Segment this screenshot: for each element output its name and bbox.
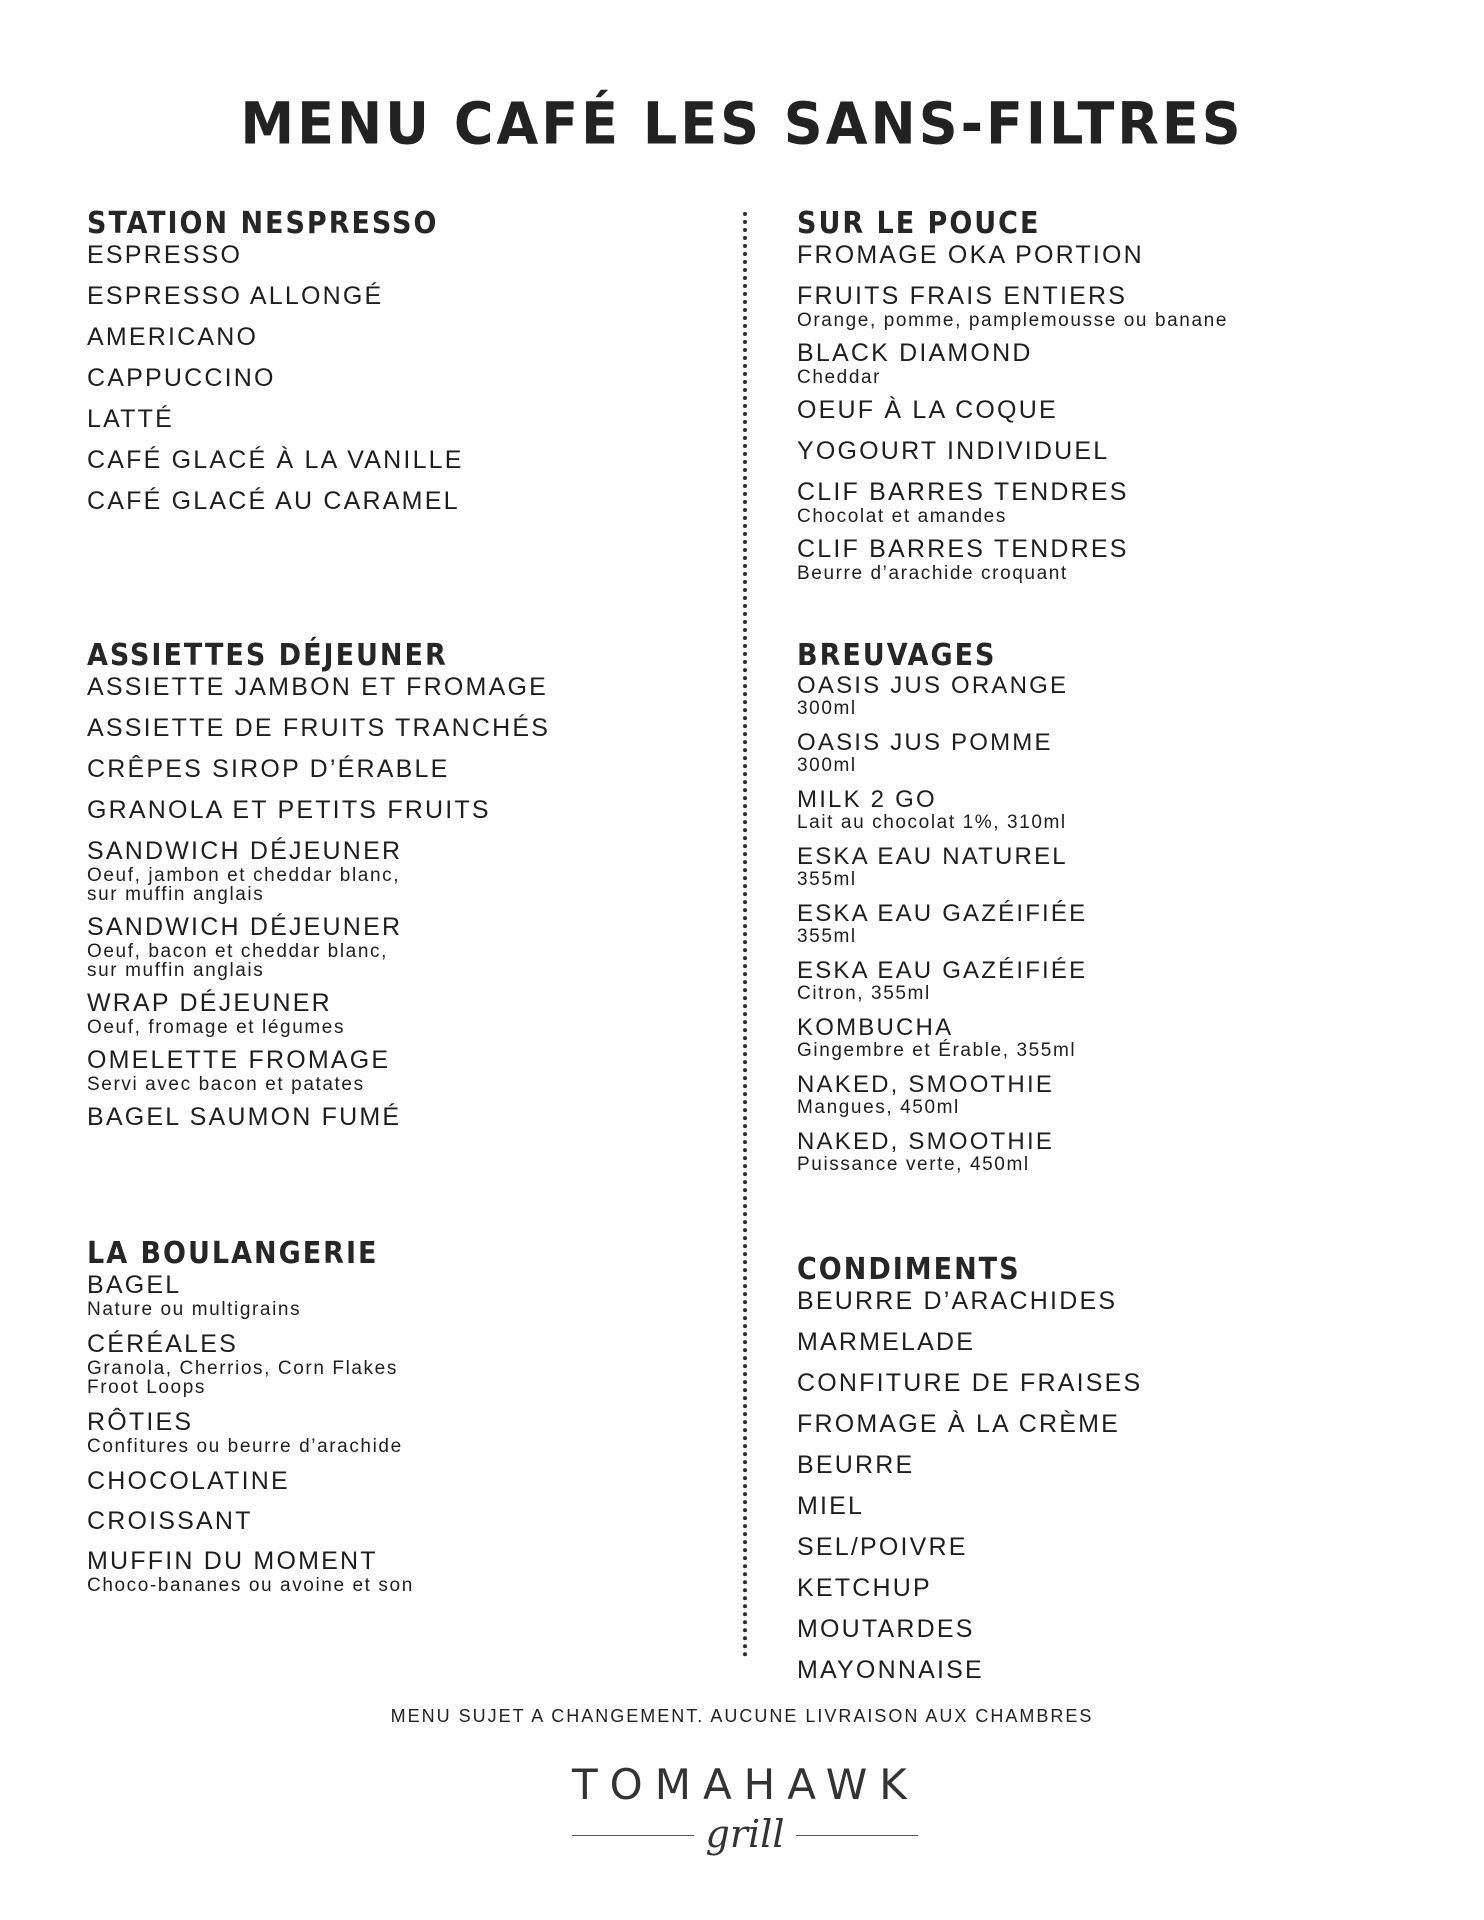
menu-item-name: CAPPUCCINO [87,364,276,392]
menu-item [87,1507,727,1536]
menu-item [797,730,1437,775]
menu-item-name: CLIF BARRES TENDRES [797,478,1129,506]
menu-item-description: Orange, pomme, pamplemousse ou banane [797,310,1228,331]
menu-item-name: FRUITS FRAIS ENTIERS [797,282,1128,310]
menu-item [87,1467,727,1496]
menu-item-description: Oeuf, fromage et légumes [87,1017,346,1038]
menu-item-name: SEL/POIVRE [797,1533,968,1561]
menu-item-description: 355ml [797,869,857,890]
menu-item [797,396,1437,425]
menu-item-name: ESKA EAU NATUREL [797,843,1068,870]
menu-item [797,1451,1437,1480]
menu-item-name: OEUF À LA COQUE [797,396,1058,424]
menu-item [797,339,1437,387]
logo-wordmark: TOMAHAWK [572,1760,919,1809]
menu-item [87,796,727,825]
menu-item-description: Citron, 355ml [797,983,931,1004]
menu-item [797,1072,1437,1117]
menu-item-name: MIEL [797,1492,865,1520]
menu-item [797,787,1437,832]
menu-item [797,901,1437,946]
menu-item-name: CRÊPES SIROP D’ÉRABLE [87,755,450,783]
menu-item [87,755,727,784]
menu-item-name: CÉRÉALES [87,1330,238,1358]
section-title: ASSIETTES DÉJEUNER [87,638,448,673]
menu-item-description: 355ml [797,926,857,947]
menu-item-name: BEURRE D’ARACHIDES [797,1287,1118,1315]
menu-item-name: CHOCOLATINE [87,1467,290,1495]
menu-item-description: Choco-bananes ou avoine et son [87,1575,414,1596]
menu-item [87,364,727,393]
menu-item-description: Gingembre et Érable, 355ml [797,1040,1077,1061]
menu-item-name: ASSIETTE DE FRUITS TRANCHÉS [87,714,551,742]
menu-item-name: KOMBUCHA [797,1014,954,1041]
menu-item-name: ESKA EAU GAZÉIFIÉE [797,900,1088,927]
dotted-divider [743,212,747,1658]
menu-item-name: WRAP DÉJEUNER [87,989,332,1017]
menu-item-description: Mangues, 450ml [797,1097,960,1118]
menu-item-name: CLIF BARRES TENDRES [797,535,1129,563]
menu-item-description: Oeuf, jambon et cheddar blanc, sur muffin anglais [87,865,401,905]
menu-item-name: BEURRE [797,1451,915,1479]
menu-item-name: ESKA EAU GAZÉIFIÉE [797,957,1088,984]
menu-item-name: NAKED, SMOOTHIE [797,1128,1055,1155]
menu-item-name: LATTÉ [87,405,174,433]
menu-item-description: Confitures ou beurre d’arachide [87,1436,403,1457]
menu-item-name: CROISSANT [87,1507,253,1535]
menu-item [87,1330,727,1397]
menu-item [797,282,1437,330]
menu-item [87,913,727,980]
menu-item-description: Servi avec bacon et patates [87,1074,365,1095]
menu-item-name: SANDWICH DÉJEUNER [87,913,403,941]
section-sur-le-pouce [797,207,1437,592]
menu-item-name: ESPRESSO [87,241,243,269]
menu-item [87,1271,727,1319]
menu-item [797,958,1437,1003]
menu-title: MENU CAFÉ LES SANS-FILTRES [240,89,1244,158]
menu-item [797,478,1437,526]
menu-item [797,1656,1437,1685]
logo-subtitle: grill [705,1812,785,1856]
menu-item-description: Granola, Cherrios, Corn Flakes Froot Loops [87,1358,398,1398]
menu-item-name: BAGEL SAUMON FUMÉ [87,1103,402,1131]
menu-item-name: KETCHUP [797,1574,932,1602]
menu-item [797,1492,1437,1521]
menu-item-name: FROMAGE À LA CRÈME [797,1410,1120,1438]
section-title: LA BOULANGERIE [87,1236,379,1271]
menu-item [87,241,727,270]
menu-item [87,446,727,475]
menu-item-description: Puissance verte, 450ml [797,1154,1030,1175]
menu-item-name: BAGEL [87,1271,182,1299]
logo-rule-right [796,1835,918,1836]
menu-item [87,1103,727,1132]
menu-item-name: YOGOURT INDIVIDUEL [797,437,1110,465]
menu-item-description: 300ml [797,755,857,776]
menu-item-name: MOUTARDES [797,1615,975,1643]
menu-item [797,1574,1437,1603]
menu-item [797,1287,1437,1316]
menu-item [87,1408,727,1456]
menu-item-name: OASIS JUS ORANGE [797,672,1069,699]
menu-item [797,1129,1437,1174]
menu-item [797,1369,1437,1398]
menu-item-name: MILK 2 GO [797,786,937,813]
menu-item [87,837,727,904]
menu-item-name: MARMELADE [797,1328,976,1356]
menu-item-name: CAFÉ GLACÉ AU CARAMEL [87,487,460,515]
menu-item-name: OASIS JUS POMME [797,729,1053,756]
section-condiments [797,1253,1437,1697]
section-nespresso [87,207,727,528]
menu-item-description: Lait au chocolat 1%, 310ml [797,812,1067,833]
menu-item-name: FROMAGE OKA PORTION [797,241,1144,269]
menu-item [87,282,727,311]
menu-item [87,714,727,743]
menu-item-name: CAFÉ GLACÉ À LA VANILLE [87,446,464,474]
menu-item [87,405,727,434]
menu-item-description: Chocolat et amandes [797,506,1007,527]
menu-item [797,1615,1437,1644]
menu-item [797,1410,1437,1439]
menu-item-name: BLACK DIAMOND [797,339,1033,367]
section-title: STATION NESPRESSO [87,206,439,241]
menu-item-name: ESPRESSO ALLONGÉ [87,282,384,310]
menu-item-name: AMERICANO [87,323,259,351]
menu-item-name: RÔTIES [87,1408,194,1436]
menu-item-description: Beurre d’arachide croquant [797,563,1068,584]
menu-item [797,1533,1437,1562]
section-title: SUR LE POUCE [797,206,1041,241]
menu-item-name: MAYONNAISE [797,1656,984,1684]
menu-item-description: Cheddar [797,367,882,388]
menu-item-name: OMELETTE FROMAGE [87,1046,391,1074]
footer-note: MENU SUJET A CHANGEMENT. AUCUNE LIVRAISON AUX CHAMBRES [390,1706,1094,1726]
menu-item [87,323,727,352]
menu-item [87,1547,727,1595]
section-assiettes-dejeuner [87,639,727,1144]
menu-item-name: ASSIETTE JAMBON ET FROMAGE [87,673,548,701]
menu-item [797,535,1437,583]
menu-item-name: MUFFIN DU MOMENT [87,1547,378,1575]
menu-item [797,437,1437,466]
menu-item [87,487,727,516]
section-breuvages [797,639,1437,1186]
menu-item [87,989,727,1037]
menu-item-name: NAKED, SMOOTHIE [797,1071,1055,1098]
menu-item [87,673,727,702]
section-title: BREUVAGES [797,638,997,673]
menu-item-name: GRANOLA ET PETITS FRUITS [87,796,491,824]
section-title: CONDIMENTS [797,1252,1021,1287]
menu-item-description: Oeuf, bacon et cheddar blanc, sur muffin anglais [87,941,388,981]
section-boulangerie [87,1237,727,1606]
menu-item [797,673,1437,718]
menu-item [797,241,1437,270]
tomahawk-grill-logo [572,1760,918,1860]
menu-item [797,1328,1437,1357]
menu-item-name: SANDWICH DÉJEUNER [87,837,403,865]
menu-item [797,1015,1437,1060]
menu-item [797,844,1437,889]
menu-item-description: Nature ou multigrains [87,1299,302,1320]
menu-item-name: CONFITURE DE FRAISES [797,1369,1143,1397]
menu-item-description: 300ml [797,698,857,719]
menu-item [87,1046,727,1094]
